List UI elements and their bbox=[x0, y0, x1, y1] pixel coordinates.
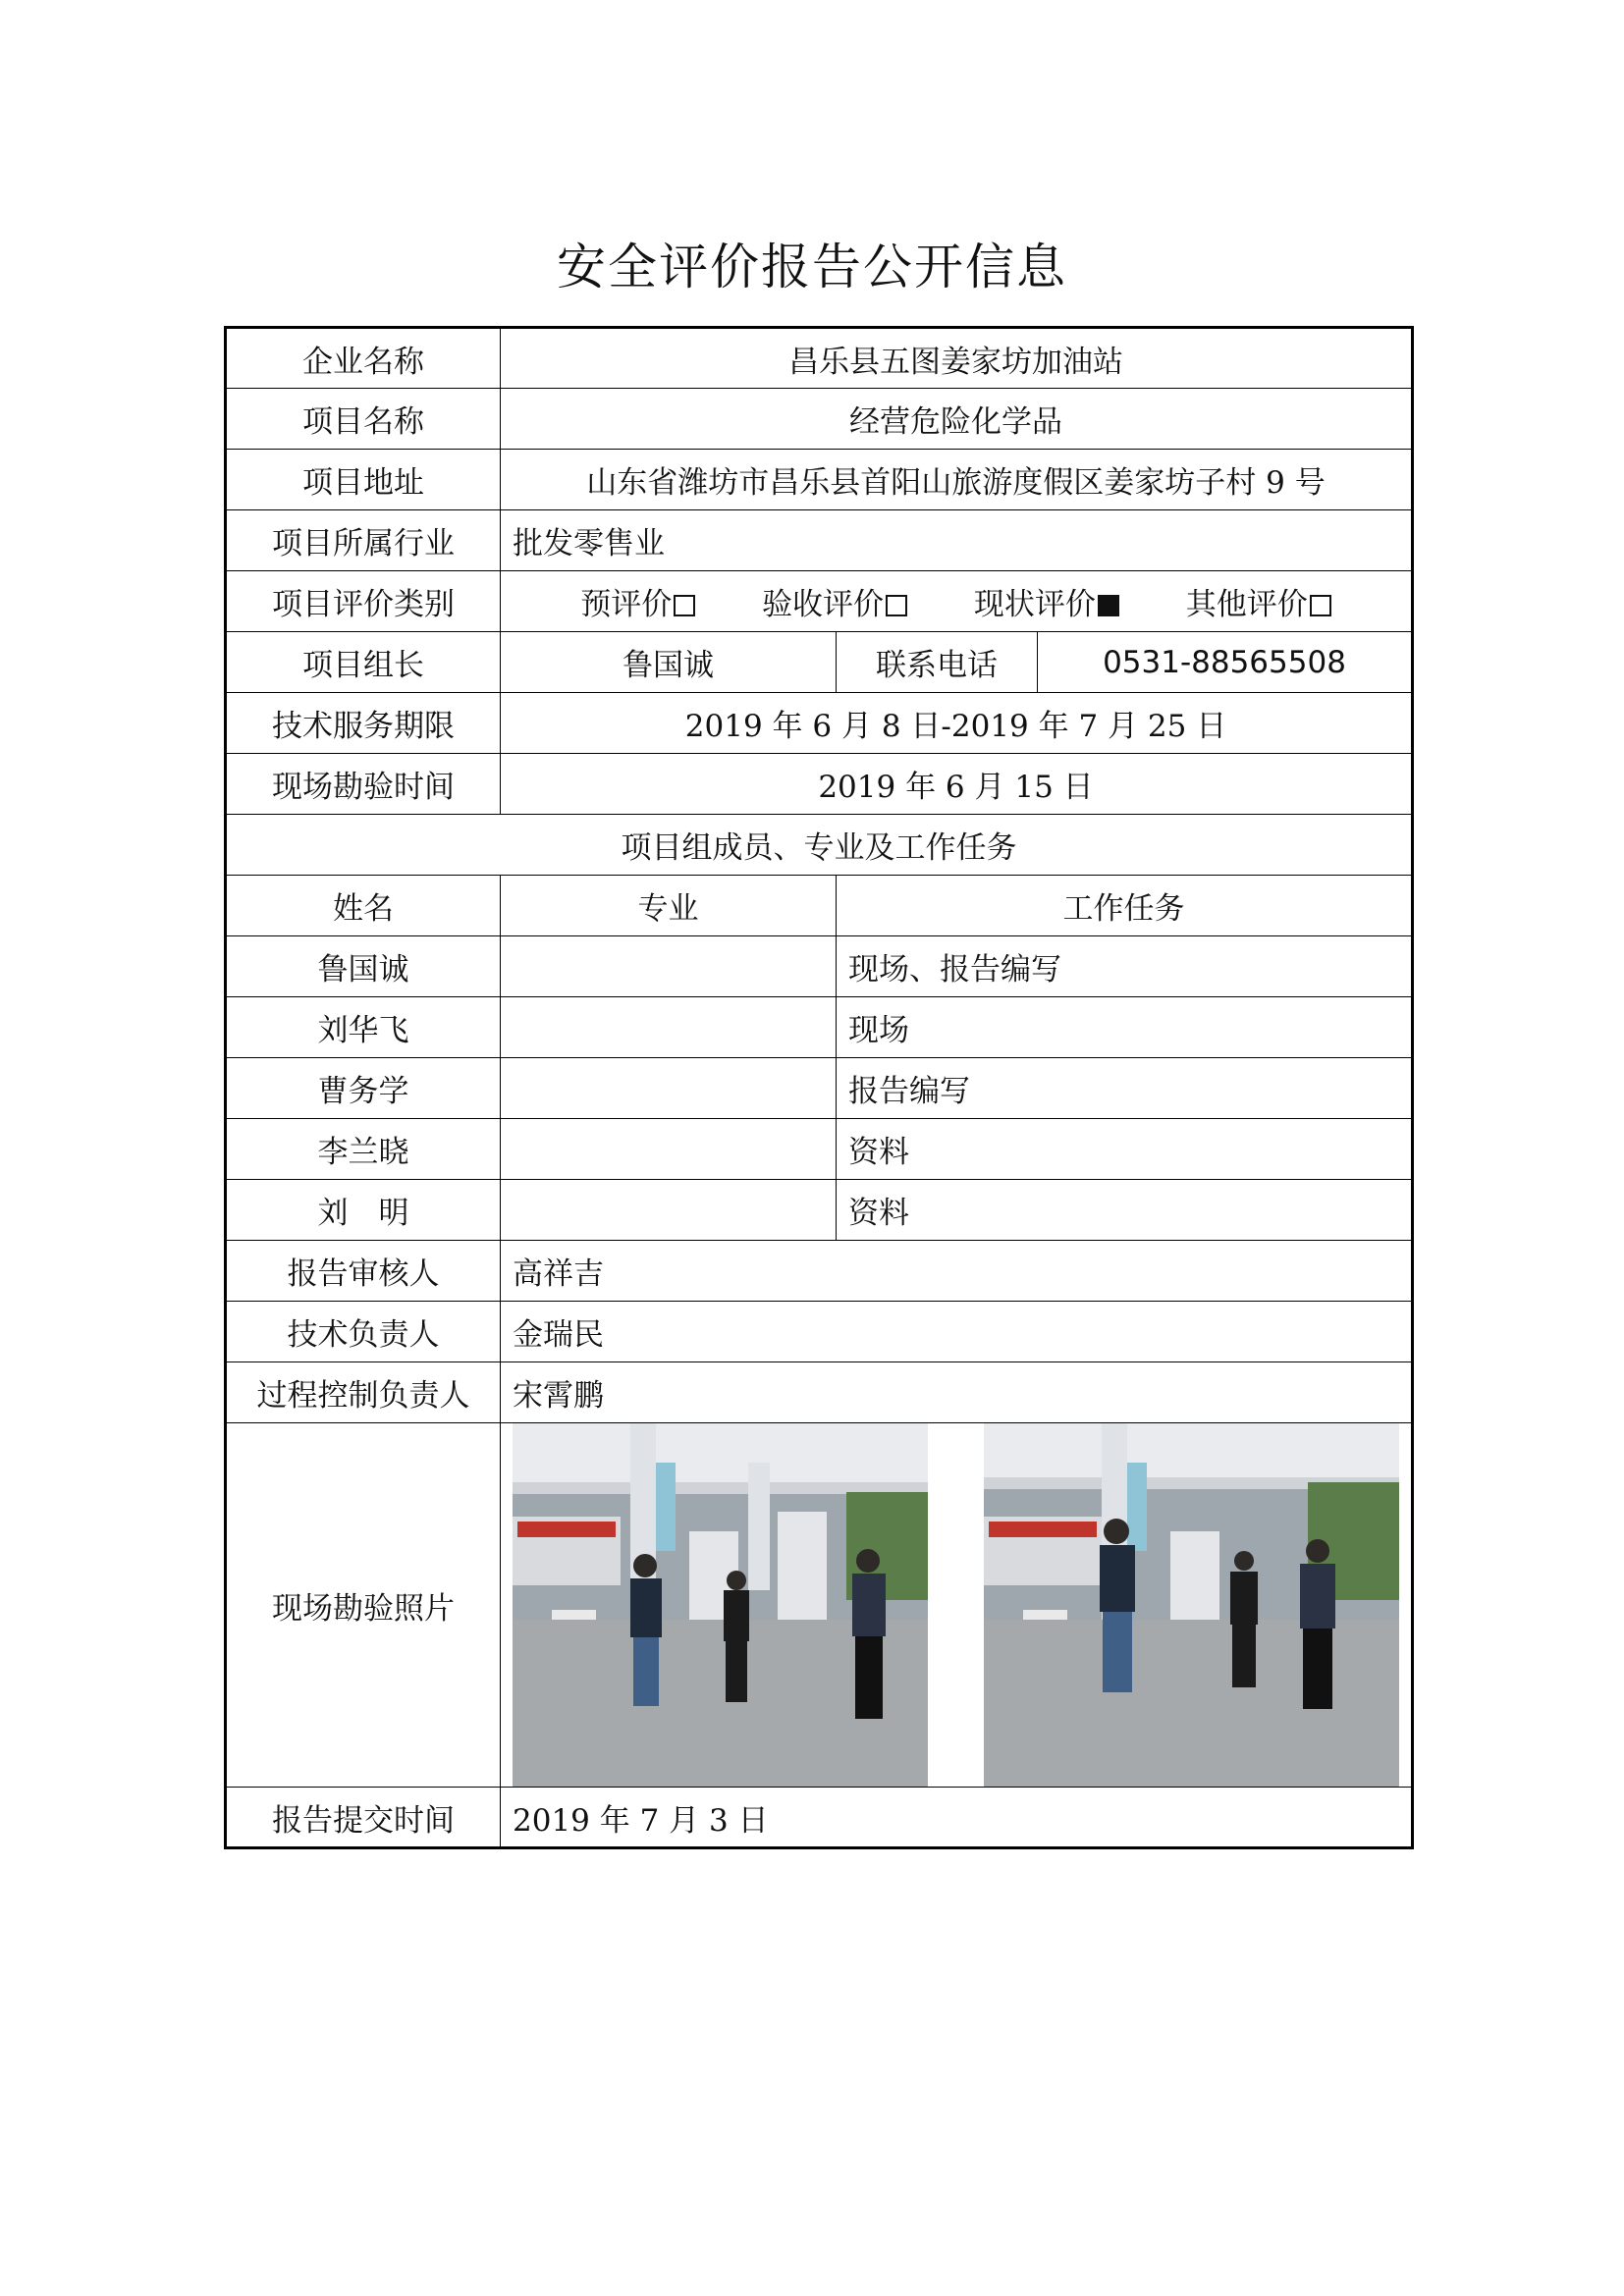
phone-value: 0531-88565508 bbox=[1038, 632, 1413, 693]
row-leader bbox=[226, 632, 1413, 693]
auditor-value: 高祥吉 bbox=[501, 1241, 1413, 1302]
row-members-title bbox=[226, 815, 1413, 876]
address-value: 山东省潍坊市昌乐县首阳山旅游度假区姜家坊子村 9 号 bbox=[501, 450, 1413, 510]
industry-label: 项目所属行业 bbox=[226, 510, 501, 571]
members-section-title: 项目组成员、专业及工作任务 bbox=[226, 815, 1413, 876]
company-label: 企业名称 bbox=[226, 328, 501, 389]
gas-station-photo-image bbox=[513, 1423, 928, 1787]
category-options bbox=[501, 571, 1413, 632]
period-label: 技术服务期限 bbox=[226, 693, 501, 754]
member-major bbox=[501, 997, 837, 1058]
photos-cell bbox=[501, 1423, 1413, 1788]
industry-value: 批发零售业 bbox=[501, 510, 1413, 571]
row-process-lead bbox=[226, 1362, 1413, 1423]
project-value: 经营危险化学品 bbox=[501, 389, 1413, 450]
member-name: 刘华飞 bbox=[226, 997, 501, 1058]
row-category bbox=[226, 571, 1413, 632]
photo-gallery bbox=[513, 1423, 1399, 1787]
checkbox-icon[interactable] bbox=[886, 595, 907, 616]
category-option-label: 现状评价 bbox=[973, 587, 1096, 622]
process-lead-label: 过程控制负责人 bbox=[226, 1362, 501, 1423]
member-major bbox=[501, 1119, 837, 1180]
submission-label: 报告提交时间 bbox=[226, 1788, 501, 1848]
member-task: 报告编写 bbox=[837, 1058, 1413, 1119]
member-task: 资料 bbox=[837, 1180, 1413, 1241]
row-survey-time bbox=[226, 754, 1413, 815]
process-lead-value: 宋霄鹏 bbox=[501, 1362, 1413, 1423]
row-project bbox=[226, 389, 1413, 450]
row-industry bbox=[226, 510, 1413, 571]
submission-value: 2019 年 7 月 3 日 bbox=[501, 1788, 1413, 1848]
leader-label: 项目组长 bbox=[226, 632, 501, 693]
checkbox-icon[interactable] bbox=[1310, 595, 1331, 616]
photos-label: 现场勘验照片 bbox=[226, 1423, 501, 1788]
member-major bbox=[501, 1180, 837, 1241]
member-name: 李兰晓 bbox=[226, 1119, 501, 1180]
row-auditor bbox=[226, 1241, 1413, 1302]
member-name: 刘 明 bbox=[226, 1180, 501, 1241]
checkbox-icon[interactable] bbox=[1098, 595, 1119, 616]
category-option-label: 其他评价 bbox=[1185, 587, 1308, 622]
member-row bbox=[226, 997, 1413, 1058]
header-major: 专业 bbox=[501, 876, 837, 936]
member-major bbox=[501, 936, 837, 997]
project-label: 项目名称 bbox=[226, 389, 501, 450]
page-title: 安全评价报告公开信息 bbox=[557, 239, 1067, 295]
address-label: 项目地址 bbox=[226, 450, 501, 510]
row-tech-lead bbox=[226, 1302, 1413, 1362]
phone-label: 联系电话 bbox=[837, 632, 1038, 693]
category-label: 项目评价类别 bbox=[226, 571, 501, 632]
row-photos bbox=[226, 1423, 1413, 1788]
site-photo bbox=[513, 1423, 928, 1787]
period-value: 2019 年 6 月 8 日-2019 年 7 月 25 日 bbox=[501, 693, 1413, 754]
leader-value: 鲁国诚 bbox=[501, 632, 837, 693]
tech-lead-value: 金瑞民 bbox=[501, 1302, 1413, 1362]
row-submission bbox=[226, 1788, 1413, 1848]
member-task: 现场 bbox=[837, 997, 1413, 1058]
category-option-label: 验收评价 bbox=[762, 587, 885, 622]
member-row bbox=[226, 936, 1413, 997]
member-name: 鲁国诚 bbox=[226, 936, 501, 997]
member-major bbox=[501, 1058, 837, 1119]
member-row bbox=[226, 1058, 1413, 1119]
row-members-header bbox=[226, 876, 1413, 936]
category-option-current[interactable] bbox=[974, 579, 1119, 623]
tech-lead-label: 技术负责人 bbox=[226, 1302, 501, 1362]
auditor-label: 报告审核人 bbox=[226, 1241, 501, 1302]
report-table bbox=[224, 326, 1414, 1849]
member-task: 现场、报告编写 bbox=[837, 936, 1413, 997]
row-address bbox=[226, 450, 1413, 510]
survey-time-value: 2019 年 6 月 15 日 bbox=[501, 754, 1413, 815]
gas-station-photo-image bbox=[984, 1423, 1399, 1787]
category-option-pre[interactable] bbox=[580, 579, 695, 623]
member-task: 资料 bbox=[837, 1119, 1413, 1180]
row-period bbox=[226, 693, 1413, 754]
header-task: 工作任务 bbox=[837, 876, 1413, 936]
survey-time-label: 现场勘验时间 bbox=[226, 754, 501, 815]
site-photo bbox=[984, 1423, 1399, 1787]
category-option-other[interactable] bbox=[1186, 579, 1331, 623]
row-company bbox=[226, 328, 1413, 389]
checkbox-icon[interactable] bbox=[674, 595, 695, 616]
member-row bbox=[226, 1119, 1413, 1180]
company-value: 昌乐县五图姜家坊加油站 bbox=[501, 328, 1413, 389]
member-name: 曹务学 bbox=[226, 1058, 501, 1119]
category-option-label: 预评价 bbox=[580, 587, 673, 622]
category-option-acceptance[interactable] bbox=[762, 579, 907, 623]
header-name: 姓名 bbox=[226, 876, 501, 936]
member-row bbox=[226, 1180, 1413, 1241]
